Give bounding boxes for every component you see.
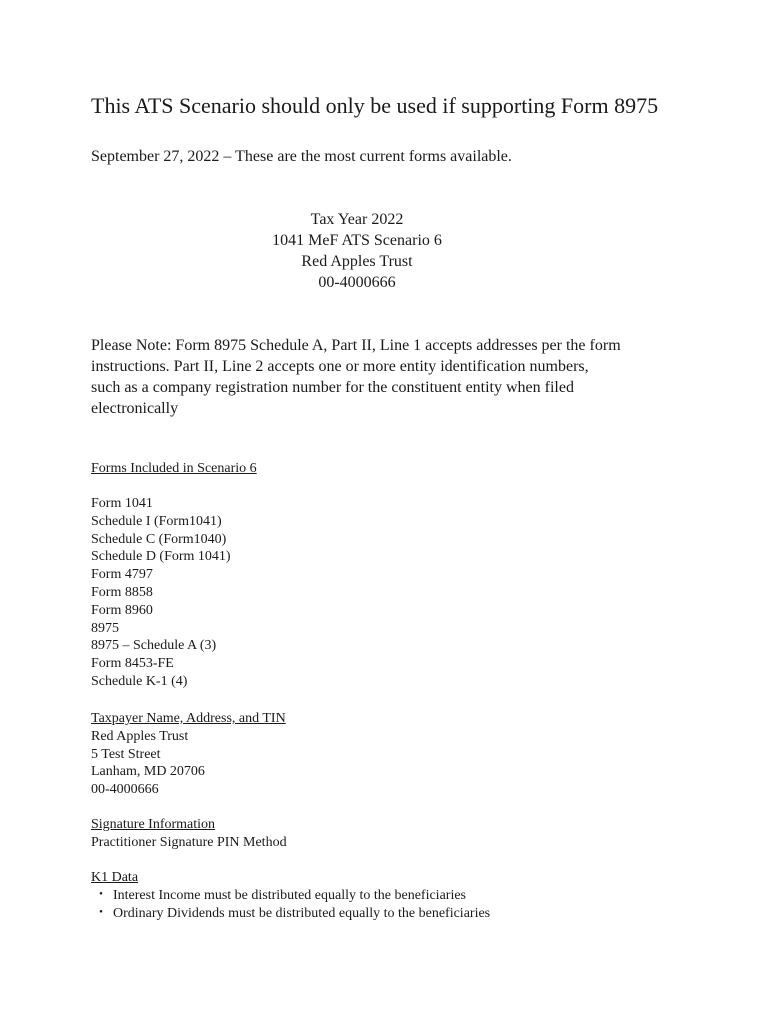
signature-section-heading: Signature Information	[91, 817, 216, 832]
note-line: Please Note: Form 8975 Schedule A, Part II, Line 1 accepts addresses per the form	[91, 337, 621, 354]
list-item: 8975 – Schedule A (3)	[91, 638, 217, 654]
taxpayer-line: Red Apples Trust	[91, 728, 189, 744]
taxpayer-section-heading: Taxpayer Name, Address, and TIN	[91, 711, 286, 726]
taxpayer-line: Lanham, MD 20706	[91, 764, 205, 780]
list-item: Form 4797	[91, 567, 153, 583]
list-item: Form 1041	[91, 496, 153, 511]
tax-year-line: Tax Year 2022	[310, 211, 404, 228]
signature-line: Practitioner Signature PIN Method	[91, 834, 287, 850]
signature-section	[91, 816, 287, 852]
taxpayer-section	[91, 710, 286, 799]
taxpayer-line: 5 Test Street	[91, 746, 161, 762]
list-item: Schedule I (Form1041)	[91, 513, 222, 529]
list-item: Schedule D (Form 1041)	[91, 549, 231, 565]
note-line: instructions. Part II, Line 2 accepts one or more entity identification numbers,	[91, 358, 589, 375]
scenario-header-block	[0, 209, 714, 293]
forms-list	[91, 495, 231, 691]
scenario-line: 1041 MeF ATS Scenario 6	[272, 232, 442, 249]
list-item: Schedule K-1 (4)	[91, 673, 188, 689]
bullet-text: Ordinary Dividends must be distributed equally to the beneficiaries	[113, 905, 491, 921]
list-item: 8975	[91, 620, 119, 636]
list-item: Schedule C (Form1040)	[91, 531, 227, 547]
k1-section-heading: K1 Data	[91, 870, 139, 885]
k1-section	[91, 869, 490, 922]
ein-line: 00-4000666	[318, 274, 396, 291]
date-line: September 27, 2022 – These are the most current forms available.	[91, 148, 512, 165]
list-item: Form 8858	[91, 584, 153, 600]
entity-name-line: Red Apples Trust	[301, 253, 413, 270]
bullet-icon: ・	[94, 905, 108, 921]
note-line: such as a company registration number for the constituent entity when filed	[91, 379, 574, 396]
note-line: electronically	[91, 400, 179, 417]
bullet-text: Interest Income must be distributed equally to the beneficiaries	[113, 887, 466, 903]
bullet-icon: ・	[94, 887, 108, 903]
page-title: This ATS Scenario should only be used if supporting Form 8975	[91, 93, 659, 118]
list-item	[91, 887, 490, 905]
list-item: Form 8453-FE	[91, 656, 174, 672]
k1-bullet-list	[91, 887, 490, 923]
list-item	[91, 905, 490, 923]
forms-section-heading: Forms Included in Scenario 6	[91, 461, 257, 476]
taxpayer-line: 00-4000666	[91, 782, 159, 798]
please-note-paragraph	[91, 335, 691, 419]
list-item: Form 8960	[91, 602, 153, 618]
